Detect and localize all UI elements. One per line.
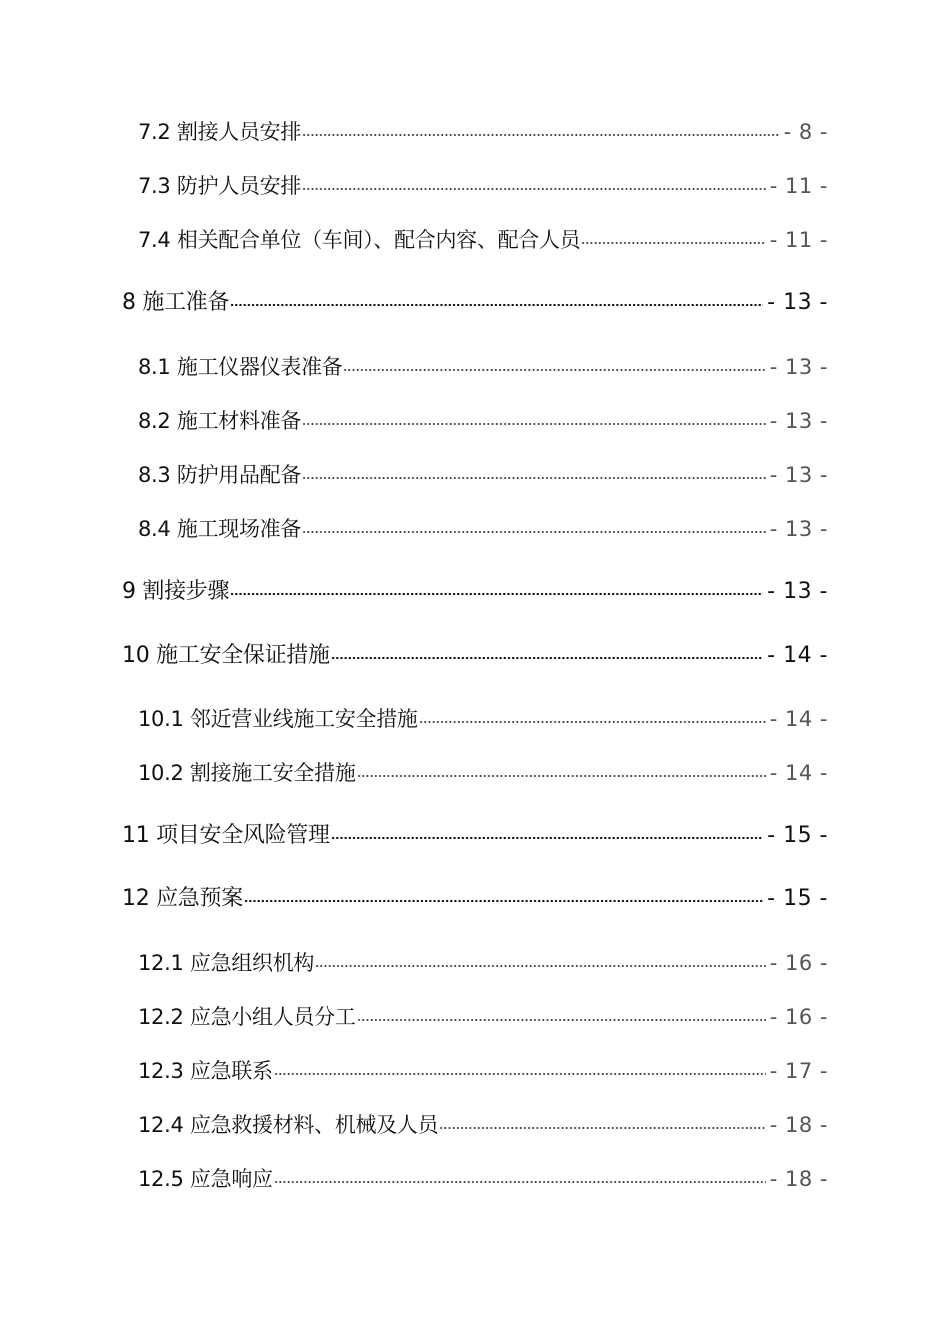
toc-entry-12-5[interactable] xyxy=(138,1164,828,1194)
toc-entry-10[interactable] xyxy=(122,641,828,671)
toc-entry-page: - 18 - xyxy=(769,1113,828,1137)
dot-leader xyxy=(302,132,780,138)
toc-entry-label: 7.4 相关配合单位（车间）、配合内容、配合人员 xyxy=(138,228,581,252)
toc-entry-label: 12.2 应急小组人员分工 xyxy=(138,1005,356,1029)
toc-entry-page: - 13 - xyxy=(769,409,828,433)
toc-entry-page: - 13 - xyxy=(767,290,828,315)
toc-entry-8[interactable] xyxy=(122,288,828,318)
toc-entry-label: 12.5 应急响应 xyxy=(138,1167,273,1191)
toc-entry-page: - 14 - xyxy=(767,643,828,668)
dot-leader xyxy=(331,655,763,661)
toc-entry-12-4[interactable] xyxy=(138,1110,828,1140)
toc-entry-12-3[interactable] xyxy=(138,1056,828,1086)
toc-entry-page: - 11 - xyxy=(769,174,828,198)
toc-entry-label: 10 施工安全保证措施 xyxy=(122,643,330,668)
toc-entry-page: - 8 - xyxy=(783,120,828,144)
toc-entry-label: 12.3 应急联系 xyxy=(138,1059,273,1083)
toc-entry-page: - 16 - xyxy=(769,1005,828,1029)
toc-entry-page: - 13 - xyxy=(769,517,828,541)
dot-leader xyxy=(230,302,763,308)
toc-entry-page: - 13 - xyxy=(767,579,828,604)
toc-entry-page: - 18 - xyxy=(769,1167,828,1191)
dot-leader xyxy=(439,1125,765,1131)
toc-entry-12-2[interactable] xyxy=(138,1002,828,1032)
toc-entry-12[interactable] xyxy=(122,884,828,914)
dot-leader xyxy=(302,186,766,192)
toc-entry-label: 12.1 应急组织机构 xyxy=(138,951,315,975)
toc-entry-8-3[interactable] xyxy=(138,460,828,490)
dot-leader xyxy=(331,835,763,841)
dot-leader xyxy=(419,719,766,725)
dot-leader xyxy=(357,1017,766,1023)
toc-entry-8-1[interactable] xyxy=(138,352,828,382)
toc-entry-12-1[interactable] xyxy=(138,948,828,978)
toc-entry-10-2[interactable] xyxy=(138,758,828,788)
toc-entry-8-2[interactable] xyxy=(138,406,828,436)
toc-entry-label: 8 施工准备 xyxy=(122,290,230,315)
toc-entry-page: - 16 - xyxy=(769,951,828,975)
toc-entry-label: 9 割接步骤 xyxy=(122,579,230,604)
toc-entry-8-4[interactable] xyxy=(138,514,828,544)
toc-entry-label: 10.1 邻近营业线施工安全措施 xyxy=(138,707,418,731)
toc-entry-7-3[interactable] xyxy=(138,171,828,201)
toc-entry-7-2[interactable] xyxy=(138,117,828,147)
dot-leader xyxy=(274,1179,766,1185)
toc-entry-page: - 14 - xyxy=(769,761,828,785)
dot-leader xyxy=(302,475,766,481)
toc-entry-page: - 13 - xyxy=(769,463,828,487)
toc-entry-label: 8.2 施工材料准备 xyxy=(138,409,302,433)
toc-entry-label: 8.3 防护用品配备 xyxy=(138,463,302,487)
toc-entry-page: - 14 - xyxy=(769,707,828,731)
toc-entry-11[interactable] xyxy=(122,821,828,851)
toc-entry-label: 8.1 施工仪器仪表准备 xyxy=(138,355,343,379)
toc-entry-page: - 11 - xyxy=(769,228,828,252)
toc-entry-page: - 13 - xyxy=(769,355,828,379)
dot-leader xyxy=(581,240,765,246)
dot-leader xyxy=(302,529,766,535)
toc-entry-page: - 15 - xyxy=(767,823,828,848)
toc-entry-label: 7.2 割接人员安排 xyxy=(138,120,302,144)
toc-entry-9[interactable] xyxy=(122,577,828,607)
toc-entry-label: 10.2 割接施工安全措施 xyxy=(138,761,356,785)
dot-leader xyxy=(343,367,765,373)
toc-entry-label: 12 应急预案 xyxy=(122,886,243,911)
toc-entry-page: - 15 - xyxy=(767,886,828,911)
dot-leader xyxy=(230,591,763,597)
toc-entry-7-4[interactable] xyxy=(138,225,828,255)
dot-leader xyxy=(244,898,763,904)
toc-entry-10-1[interactable] xyxy=(138,704,828,734)
toc-entry-label: 7.3 防护人员安排 xyxy=(138,174,302,198)
dot-leader xyxy=(315,963,766,969)
toc-entry-label: 8.4 施工现场准备 xyxy=(138,517,302,541)
toc-entry-page: - 17 - xyxy=(769,1059,828,1083)
dot-leader xyxy=(274,1071,766,1077)
toc-entry-label: 12.4 应急救援材料、机械及人员 xyxy=(138,1113,439,1137)
dot-leader xyxy=(302,421,766,427)
toc-entry-label: 11 项目安全风险管理 xyxy=(122,823,330,848)
dot-leader xyxy=(357,773,766,779)
